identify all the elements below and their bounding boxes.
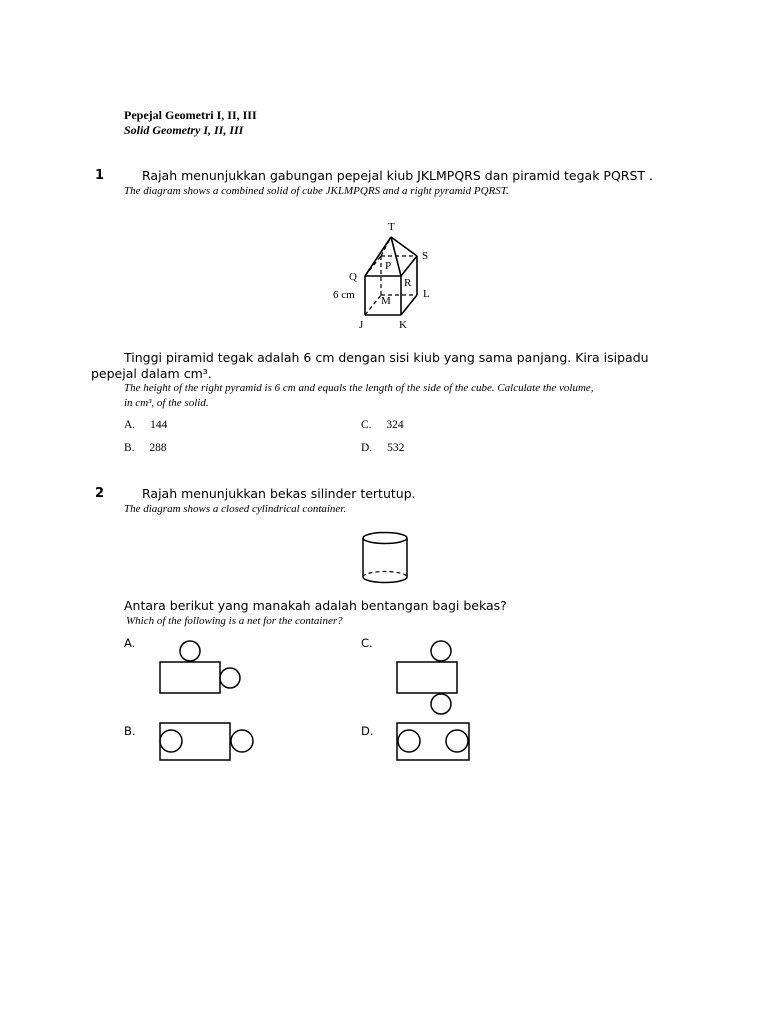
- net-d-diagram: [392, 718, 474, 766]
- option-value: 532: [387, 442, 405, 454]
- option-letter: C.: [361, 419, 372, 431]
- cylinder-diagram: [355, 528, 415, 588]
- label-S: S: [422, 250, 429, 262]
- question-ask-en: Which of the following is a net for the container?: [126, 615, 343, 627]
- question-body-ms-line1: Tinggi piramid tegak adalah 6 cm dengan sisi kiub yang sama panjang. Kira isipadu: [124, 350, 649, 365]
- option-b[interactable]: [124, 442, 167, 454]
- cube-pyramid-diagram: [325, 215, 440, 335]
- option-b[interactable]: B.: [124, 724, 136, 738]
- option-c[interactable]: C.: [361, 636, 373, 650]
- question-number: 1: [95, 168, 105, 183]
- question-number: 2: [95, 486, 105, 501]
- question-stem-en: The diagram shows a combined solid of cube JKLMPQRS and a right pyramid PQRST.: [124, 185, 509, 197]
- label-K: K: [399, 319, 407, 331]
- label-M: M: [381, 295, 391, 307]
- option-a[interactable]: [124, 419, 167, 431]
- option-d[interactable]: D.: [361, 724, 374, 738]
- question-body-ms-line2: pepejal dalam cm³.: [91, 366, 212, 381]
- question-ask-ms: Antara berikut yang manakah adalah bentangan bagi bekas?: [124, 598, 507, 613]
- label-P: P: [385, 260, 392, 272]
- label-6cm: 6 cm: [333, 289, 355, 301]
- option-d[interactable]: [361, 442, 404, 454]
- label-R: R: [404, 277, 412, 289]
- question-body-en-line1: The height of the right pyramid is 6 cm and equals the length of the side of the cube. Calculate the volume,: [124, 382, 594, 394]
- page-title: Pepejal Geometri I, II, III: [124, 108, 257, 122]
- option-c[interactable]: [361, 419, 404, 431]
- label-J: J: [359, 319, 364, 331]
- option-letter: D.: [361, 442, 373, 454]
- question-stem-ms: Rajah menunjukkan gabungan pepejal kiub JKLMPQRS dan piramid tegak PQRST .: [142, 168, 654, 183]
- question-body-en-line2: in cm³, of the solid.: [124, 397, 209, 409]
- label-Q: Q: [349, 271, 357, 283]
- question-stem-ms: Rajah menunjukkan bekas silinder tertutup.: [142, 486, 416, 501]
- option-value: 288: [149, 442, 167, 454]
- label-L: L: [423, 288, 430, 300]
- net-c-diagram: [392, 638, 464, 718]
- label-T: T: [388, 221, 395, 233]
- option-a[interactable]: A.: [124, 636, 136, 650]
- option-value: 324: [386, 419, 404, 431]
- option-letter: B.: [124, 442, 135, 454]
- option-letter: A.: [124, 419, 136, 431]
- net-b-diagram: [155, 718, 260, 766]
- option-value: 144: [150, 419, 168, 431]
- net-a-diagram: [155, 638, 245, 698]
- page-subtitle: Solid Geometry I, II, III: [124, 123, 244, 137]
- question-stem-en: The diagram shows a closed cylindrical container.: [124, 503, 347, 515]
